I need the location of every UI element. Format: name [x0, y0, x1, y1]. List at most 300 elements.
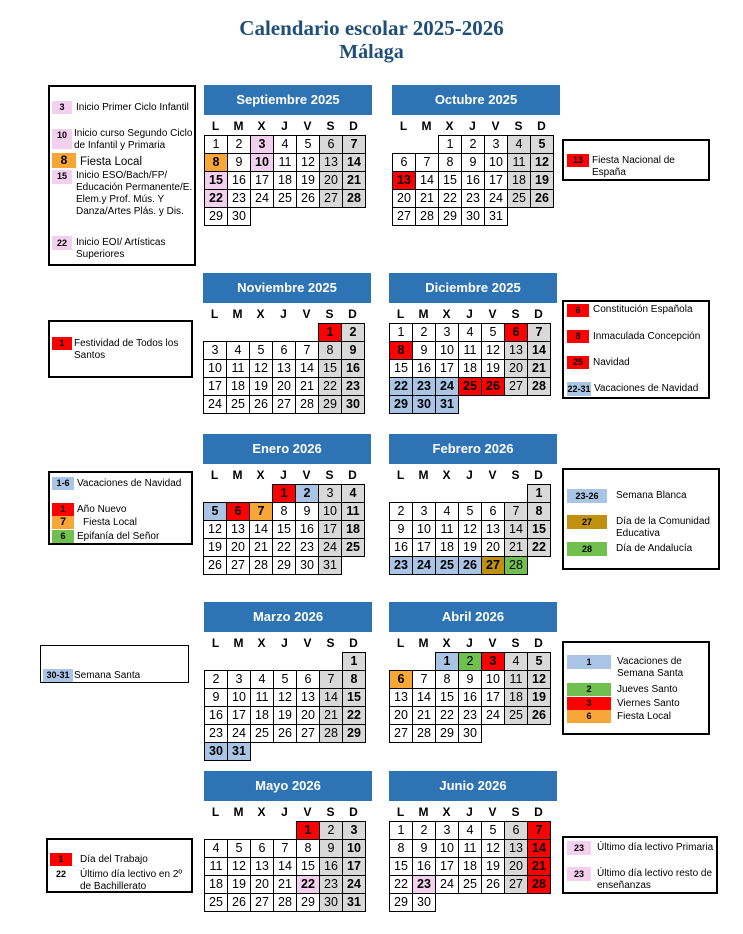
- day-cell: 22: [438, 189, 462, 208]
- day-cell: 5: [249, 341, 273, 360]
- day-cell: 18: [204, 875, 228, 894]
- day-cell: 14: [527, 839, 551, 858]
- day-cell: 16: [458, 688, 482, 707]
- weekday-label: M: [232, 468, 243, 482]
- weekday-label: S: [514, 119, 523, 133]
- legend-text: Inicio ESO/Bach/FP/ Educación Permanente/E. Elem.y Prof. Mús. Y Danza/Artes Plás. y Dis.: [76, 170, 193, 217]
- day-cell: 17: [481, 688, 505, 707]
- day-cell: 21: [527, 359, 551, 378]
- day-cell: 25: [341, 538, 365, 557]
- month-header: Marzo 2026: [204, 602, 372, 632]
- day-cell: 2: [295, 484, 319, 503]
- legend-septiembre: [48, 85, 196, 266]
- empty-cell: [295, 323, 319, 342]
- legend-swatch: 22-31: [567, 384, 591, 394]
- weekday-label: L: [210, 307, 219, 321]
- empty-cell: [319, 652, 343, 671]
- day-cell: 17: [342, 857, 366, 876]
- day-cell: 14: [295, 359, 319, 378]
- weekday-label: L: [399, 119, 408, 133]
- empty-cell: [296, 652, 320, 671]
- day-cell: 18: [273, 171, 297, 190]
- day-cell: 8: [296, 839, 320, 858]
- day-cell: 7: [295, 341, 319, 360]
- day-cell: 15: [438, 171, 462, 190]
- empty-cell: [412, 484, 436, 503]
- day-cell: 4: [507, 135, 531, 154]
- legend-swatch: 7: [52, 516, 74, 529]
- day-cell: 8: [389, 341, 413, 360]
- day-cell: 2: [461, 135, 485, 154]
- weekday-label: L: [211, 636, 220, 650]
- weekday-label: X: [442, 636, 451, 650]
- day-cell: 16: [227, 171, 251, 190]
- weekday-label: L: [211, 805, 220, 819]
- day-cell: 24: [318, 538, 342, 557]
- day-cell: 28: [415, 207, 439, 226]
- day-cell: 8: [342, 670, 366, 689]
- weekday-label: D: [534, 468, 543, 482]
- weekday-label: V: [303, 636, 312, 650]
- legend-swatch: 8: [567, 330, 589, 343]
- month-marzo: [204, 602, 372, 760]
- weekday-label: V: [303, 119, 312, 133]
- day-cell: 21: [319, 706, 343, 725]
- weekday-label: M: [232, 307, 243, 321]
- day-cell: 10: [435, 839, 459, 858]
- day-cell: 24: [412, 556, 436, 575]
- legend-swatch: 27: [567, 515, 607, 529]
- empty-cell: [415, 135, 439, 154]
- day-cell: 21: [273, 875, 297, 894]
- day-cell: 13: [504, 341, 528, 360]
- day-cell: 28: [527, 875, 551, 894]
- day-cell: 6: [392, 153, 416, 172]
- empty-cell: [273, 821, 297, 840]
- empty-cell: [227, 652, 251, 671]
- weekday-label: X: [442, 307, 451, 321]
- day-cell: 28: [527, 377, 551, 396]
- day-cell: 10: [484, 153, 508, 172]
- day-cell: 19: [227, 875, 251, 894]
- day-cell: 8: [204, 153, 228, 172]
- empty-cell: [250, 652, 274, 671]
- day-cell: 15: [204, 171, 228, 190]
- day-cell: 13: [250, 857, 274, 876]
- month-junio: [389, 771, 557, 911]
- legend-text: Último día lectivo en 2º de Bachillerato: [80, 869, 183, 892]
- month-febrero: [389, 434, 557, 574]
- legend-swatch: 28: [567, 542, 607, 556]
- day-cell: 19: [530, 171, 554, 190]
- day-cell: 7: [504, 502, 528, 521]
- month-header: Octubre 2025: [392, 85, 560, 115]
- legend-swatch: 22: [55, 869, 66, 879]
- day-cell: 5: [527, 652, 551, 671]
- day-cell: 7: [319, 670, 343, 689]
- day-cell: 20: [389, 706, 413, 725]
- weekday-label: M: [421, 119, 432, 133]
- day-cell: 21: [249, 538, 273, 557]
- day-cell: 27: [226, 556, 250, 575]
- legend-text: Semana Santa: [74, 670, 141, 681]
- month-mayo: [204, 771, 372, 911]
- weekday-label: J: [466, 805, 473, 819]
- empty-cell: [481, 484, 505, 503]
- page-subtitle: Málaga: [339, 41, 404, 63]
- day-cell: 22: [342, 706, 366, 725]
- day-cell: 1: [204, 135, 228, 154]
- day-cell: 12: [227, 857, 251, 876]
- day-cell: 15: [527, 520, 551, 539]
- day-cell: 29: [296, 893, 320, 912]
- day-cell: 5: [481, 323, 505, 342]
- day-cell: 31: [435, 395, 459, 414]
- weekday-label: X: [442, 805, 451, 819]
- legend-text: Año Nuevo: [77, 504, 127, 515]
- day-cell: 9: [458, 670, 482, 689]
- legend-mayo: [46, 838, 193, 893]
- legend-text: Constitución Española: [593, 304, 693, 315]
- empty-cell: [389, 652, 413, 671]
- day-cell: 7: [273, 839, 297, 858]
- day-cell: 5: [273, 670, 297, 689]
- weekday-label: V: [303, 805, 312, 819]
- day-cell: 2: [412, 323, 436, 342]
- day-cell: 2: [389, 502, 413, 521]
- month-header: Septiembre 2025: [204, 85, 372, 115]
- weekday-label: V: [491, 119, 500, 133]
- legend-text: Inicio EOI/ Artísticas Superiores: [76, 237, 166, 260]
- day-cell: 6: [389, 670, 413, 689]
- day-cell: 26: [458, 556, 482, 575]
- weekday-label: J: [466, 468, 473, 482]
- weekday-label: L: [396, 636, 405, 650]
- day-cell: 16: [319, 857, 343, 876]
- day-cell: 14: [342, 153, 366, 172]
- weekday-label: D: [349, 805, 358, 819]
- day-cell: 20: [226, 538, 250, 557]
- weekday-label: D: [348, 468, 357, 482]
- legend-swatch: 10: [52, 129, 72, 149]
- day-cell: 3: [227, 670, 251, 689]
- day-cell: 31: [318, 556, 342, 575]
- day-cell: 4: [435, 502, 459, 521]
- day-cell: 19: [481, 857, 505, 876]
- month-abril: [389, 602, 557, 742]
- legend-text: Vacaciones de Semana Santa: [617, 656, 684, 679]
- day-cell: 28: [319, 724, 343, 743]
- weekday-label: V: [488, 636, 497, 650]
- weekday-label: X: [442, 468, 451, 482]
- legend-swatch: 1: [567, 655, 611, 669]
- day-cell: 13: [392, 171, 416, 190]
- day-cell: 16: [204, 706, 228, 725]
- day-cell: 13: [272, 359, 296, 378]
- legend-text: Fiesta Local: [617, 711, 671, 722]
- month-enero: [203, 434, 371, 574]
- day-cell: 6: [481, 502, 505, 521]
- legend-octubre: [562, 139, 710, 181]
- legend-text: Último día lectivo resto de enseñanzas: [597, 868, 713, 891]
- day-cell: 21: [412, 706, 436, 725]
- weekday-label: S: [326, 805, 335, 819]
- day-cell: 14: [527, 341, 551, 360]
- empty-cell: [435, 484, 459, 503]
- weekday-label: L: [396, 805, 405, 819]
- day-cell: 6: [250, 839, 274, 858]
- day-cell: 20: [504, 857, 528, 876]
- weekday-label: J: [280, 468, 287, 482]
- day-cell: 5: [227, 839, 251, 858]
- day-cell: 23: [389, 556, 413, 575]
- legend-swatch: 23-26: [567, 489, 607, 503]
- empty-cell: [227, 821, 251, 840]
- day-cell: 7: [412, 670, 436, 689]
- legend-swatch: 1-6: [52, 477, 74, 490]
- day-cell: 29: [204, 207, 228, 226]
- day-cell: 20: [296, 706, 320, 725]
- day-cell: 28: [249, 556, 273, 575]
- weekday-label: X: [257, 119, 266, 133]
- day-cell: 24: [481, 706, 505, 725]
- day-cell: 6: [504, 323, 528, 342]
- day-cell: 20: [319, 171, 343, 190]
- day-cell: 12: [481, 839, 505, 858]
- day-cell: 5: [530, 135, 554, 154]
- weekday-label: D: [537, 119, 546, 133]
- day-cell: 10: [227, 688, 251, 707]
- day-cell: 7: [527, 821, 551, 840]
- legend-marzo: [40, 645, 189, 683]
- legend-text: Día de Andalucía: [616, 543, 693, 554]
- weekday-label: X: [257, 805, 266, 819]
- day-cell: 15: [389, 359, 413, 378]
- day-cell: 27: [481, 556, 505, 575]
- month-header: Abril 2026: [389, 602, 557, 632]
- weekday-label: J: [281, 805, 288, 819]
- day-cell: 11: [226, 359, 250, 378]
- legend-text: Fiesta Nacional de España: [592, 155, 675, 178]
- day-cell: 11: [504, 670, 528, 689]
- day-cell: 20: [250, 875, 274, 894]
- day-cell: 1: [435, 652, 459, 671]
- legend-text: Jueves Santo: [617, 684, 678, 695]
- day-cell: 10: [203, 359, 227, 378]
- empty-cell: [250, 821, 274, 840]
- day-cell: 16: [341, 359, 365, 378]
- day-cell: 4: [458, 323, 482, 342]
- month-septiembre: [204, 85, 372, 225]
- day-cell: 29: [272, 556, 296, 575]
- day-cell: 30: [341, 395, 365, 414]
- day-cell: 22: [527, 538, 551, 557]
- day-cell: 30: [461, 207, 485, 226]
- day-cell: 17: [203, 377, 227, 396]
- day-cell: 23: [412, 377, 436, 396]
- day-cell: 28: [273, 893, 297, 912]
- day-cell: 10: [342, 839, 366, 858]
- day-cell: 17: [435, 359, 459, 378]
- day-cell: 18: [226, 377, 250, 396]
- legend-swatch: 15: [52, 170, 72, 184]
- day-cell: 9: [295, 502, 319, 521]
- day-cell: 22: [204, 189, 228, 208]
- legend-text: Vacaciones de Navidad: [77, 478, 182, 489]
- legend-swatch: 1: [50, 853, 72, 866]
- day-cell: 3: [481, 652, 505, 671]
- day-cell: 9: [412, 839, 436, 858]
- day-cell: 25: [273, 189, 297, 208]
- day-cell: 4: [273, 135, 297, 154]
- day-cell: 30: [227, 207, 251, 226]
- legend-enero: [48, 471, 193, 545]
- day-cell: 1: [527, 484, 551, 503]
- day-cell: 24: [484, 189, 508, 208]
- day-cell: 7: [527, 323, 551, 342]
- weekday-label: M: [233, 805, 244, 819]
- day-cell: 13: [481, 520, 505, 539]
- day-cell: 14: [415, 171, 439, 190]
- day-cell: 13: [504, 839, 528, 858]
- day-cell: 24: [435, 377, 459, 396]
- day-cell: 4: [458, 821, 482, 840]
- legend-swatch: 1: [52, 503, 74, 516]
- weekday-label: D: [534, 636, 543, 650]
- day-cell: 12: [458, 520, 482, 539]
- day-cell: 25: [507, 189, 531, 208]
- day-cell: 26: [481, 377, 505, 396]
- legend-abril: [562, 641, 710, 735]
- day-cell: 17: [250, 171, 274, 190]
- legend-swatch: 2: [567, 683, 611, 696]
- day-cell: 29: [342, 724, 366, 743]
- day-cell: 19: [273, 706, 297, 725]
- day-cell: 29: [389, 893, 413, 912]
- legend-text: Vacaciones de Navidad: [594, 383, 699, 394]
- day-cell: 31: [227, 742, 251, 761]
- day-cell: 9: [227, 153, 251, 172]
- day-cell: 27: [504, 875, 528, 894]
- day-cell: 18: [458, 359, 482, 378]
- legend-text: Festividad de Todos los Santos: [74, 338, 179, 361]
- day-cell: 17: [484, 171, 508, 190]
- day-cell: 22: [389, 377, 413, 396]
- weekday-label: S: [511, 307, 520, 321]
- day-cell: 9: [389, 520, 413, 539]
- weekday-label: D: [349, 636, 358, 650]
- day-cell: 18: [435, 538, 459, 557]
- day-cell: 3: [435, 323, 459, 342]
- day-cell: 20: [481, 538, 505, 557]
- day-cell: 3: [412, 502, 436, 521]
- legend-text: Navidad: [593, 357, 630, 368]
- day-cell: 1: [389, 821, 413, 840]
- day-cell: 29: [318, 395, 342, 414]
- weekday-label: L: [210, 468, 219, 482]
- empty-cell: [249, 484, 273, 503]
- day-cell: 6: [272, 341, 296, 360]
- day-cell: 23: [412, 875, 436, 894]
- day-cell: 23: [295, 538, 319, 557]
- day-cell: 2: [319, 821, 343, 840]
- day-cell: 1: [272, 484, 296, 503]
- empty-cell: [226, 484, 250, 503]
- day-cell: 18: [250, 706, 274, 725]
- legend-swatch: 30-31: [43, 669, 73, 682]
- legend-text: Último día lectivo Primaria: [597, 842, 714, 853]
- day-cell: 8: [389, 839, 413, 858]
- legend-junio: [562, 836, 718, 894]
- day-cell: 16: [461, 171, 485, 190]
- weekday-label: X: [256, 468, 265, 482]
- legend-swatch: 25: [567, 356, 589, 369]
- day-cell: 23: [319, 875, 343, 894]
- weekday-label: L: [396, 307, 405, 321]
- day-cell: 26: [527, 706, 551, 725]
- day-cell: 30: [204, 742, 228, 761]
- day-cell: 13: [389, 688, 413, 707]
- day-cell: 18: [507, 171, 531, 190]
- legend-swatch: 22: [52, 236, 72, 250]
- legend-swatch: 8: [52, 153, 76, 168]
- day-cell: 13: [319, 153, 343, 172]
- day-cell: 24: [435, 875, 459, 894]
- weekday-label: M: [418, 468, 429, 482]
- day-cell: 13: [226, 520, 250, 539]
- day-cell: 1: [438, 135, 462, 154]
- month-diciembre: [389, 273, 557, 413]
- weekday-label: M: [233, 119, 244, 133]
- legend-swatch: 23: [567, 841, 591, 855]
- month-noviembre: [203, 273, 371, 413]
- weekday-label: D: [534, 307, 543, 321]
- day-cell: 3: [203, 341, 227, 360]
- day-cell: 18: [504, 688, 528, 707]
- day-cell: 11: [458, 839, 482, 858]
- day-cell: 4: [250, 670, 274, 689]
- day-cell: 17: [412, 538, 436, 557]
- day-cell: 14: [412, 688, 436, 707]
- day-cell: 6: [504, 821, 528, 840]
- day-cell: 9: [204, 688, 228, 707]
- weekday-label: X: [256, 307, 265, 321]
- day-cell: 14: [504, 520, 528, 539]
- weekday-label: J: [280, 307, 287, 321]
- day-cell: 31: [342, 893, 366, 912]
- day-cell: 18: [341, 520, 365, 539]
- day-cell: 15: [342, 688, 366, 707]
- day-cell: 14: [273, 857, 297, 876]
- weekday-label: X: [445, 119, 454, 133]
- day-cell: 5: [481, 821, 505, 840]
- day-cell: 17: [227, 706, 251, 725]
- day-cell: 25: [435, 556, 459, 575]
- weekday-label: S: [325, 468, 334, 482]
- day-cell: 30: [412, 395, 436, 414]
- day-cell: 2: [341, 323, 365, 342]
- empty-cell: [226, 323, 250, 342]
- day-cell: 17: [435, 857, 459, 876]
- empty-cell: [203, 323, 227, 342]
- weekday-label: S: [326, 636, 335, 650]
- weekday-label: V: [488, 307, 497, 321]
- day-cell: 22: [389, 875, 413, 894]
- day-cell: 16: [389, 538, 413, 557]
- month-header: Febrero 2026: [389, 434, 557, 464]
- day-cell: 7: [415, 153, 439, 172]
- day-cell: 10: [318, 502, 342, 521]
